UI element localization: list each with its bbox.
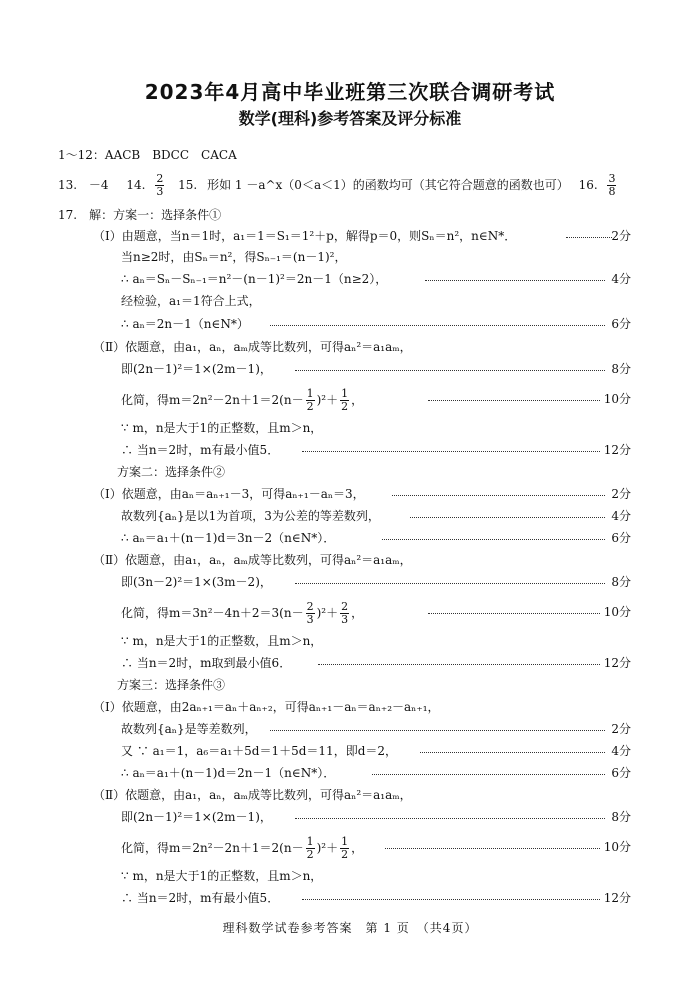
score: 12分: [603, 891, 631, 905]
fraction: $\frac{1}{2}$: [341, 387, 349, 413]
s1-line-7: 即(2n－1)²＝1×(2m－1)，: [121, 362, 272, 376]
page-title: 2023年4月高中毕业班第三次联合调研考试: [144, 80, 556, 104]
leader-dots: [372, 774, 605, 775]
s1-line-3: ∴ aₙ＝Sₙ－Sₙ₋₁＝n²－(n－1)²＝2n－1（n≥2），: [121, 272, 388, 286]
s1-line-8: 化简，得m＝2n²－2n＋1＝2(n－ $\frac{1}{2}$ )²＋ $\frac{1}{2}$ ，: [121, 387, 364, 413]
s1-line-1: （Ⅰ）由题意，当n＝1时，a₁＝1＝S₁＝1²＋p，解得p＝0，则Sₙ＝n²，n∈N*．: [93, 229, 517, 243]
q16-label: 16.: [578, 178, 598, 192]
s2-heading: 方案二：选择条件②: [117, 465, 226, 479]
page-subtitle: 数学(理科)参考答案及评分标准: [238, 109, 462, 128]
leader-dots: [428, 613, 600, 614]
page-footer: 理科数学试卷参考答案 第 1 页 （共4页）: [222, 921, 478, 935]
score: 8分: [611, 810, 631, 824]
score: 10分: [603, 392, 631, 406]
score: 2分: [611, 229, 631, 243]
score: 12分: [603, 443, 631, 457]
s3-line-1: （Ⅰ）依题意，由2aₙ₊₁＝aₙ＋aₙ₊₂，可得aₙ₊₁－aₙ＝aₙ₊₂－aₙ₊₁，: [93, 700, 440, 714]
s1-line-6: （Ⅱ）依题意，由a₁，aₙ，aₘ成等比数列，可得aₙ²＝a₁aₘ，: [93, 340, 412, 354]
s3-line-8: ∵ m，n是大于1的正整数，且m＞n，: [121, 869, 323, 883]
s2-line-8: ∴ 当n＝2时，m取到最小值6．: [121, 656, 292, 670]
score: 10分: [603, 840, 631, 854]
fraction: $\frac{2}{3}$: [341, 600, 349, 626]
score: 6分: [611, 317, 631, 331]
s1-line-5: ∴ aₙ＝2n－1（n∈N*）: [121, 317, 249, 331]
s2-line-1: （Ⅰ）依题意，由aₙ＝aₙ₊₁－3，可得aₙ₊₁－aₙ＝3，: [93, 487, 365, 501]
fraction: $\frac{1}{2}$: [341, 835, 349, 861]
leader-dots: [428, 400, 600, 401]
score: 6分: [611, 531, 631, 545]
leader-dots: [410, 517, 605, 518]
score: 2分: [611, 487, 631, 501]
fraction: $\frac{2}{3}$: [306, 600, 314, 626]
s2-line-3: ∴ aₙ＝a₁＋(n－1)d＝3n－2（n∈N*）．: [121, 531, 336, 545]
score: 6分: [611, 766, 631, 780]
score: 4分: [611, 509, 631, 523]
s3-line-5: （Ⅱ）依题意，由a₁，aₙ，aₘ成等比数列，可得aₙ²＝a₁aₘ，: [93, 788, 412, 802]
s1-line-10: ∴ 当n＝2时，m有最小值5．: [121, 443, 280, 457]
leader-dots: [302, 451, 600, 452]
leader-dots: [420, 752, 605, 753]
s2-line-6: 化简，得m＝3n²－4n＋2＝3(n－ $\frac{2}{3}$ )²＋ $\frac{2}{3}$ ，: [121, 600, 364, 626]
s1-line-4: 经检验，a₁＝1符合上式，: [121, 294, 261, 308]
leader-dots: [270, 730, 605, 731]
leader-dots: [270, 325, 605, 326]
fraction: $\frac{1}{2}$: [306, 835, 314, 861]
s3-heading: 方案三：选择条件③: [117, 678, 226, 692]
s1-line-9: ∵ m，n是大于1的正整数，且m＞n，: [121, 421, 323, 435]
score: 4分: [611, 272, 631, 286]
s3-line-7: 化简，得m＝2n²－2n＋1＝2(n－ $\frac{1}{2}$ )²＋ $\frac{1}{2}$ ，: [121, 835, 364, 861]
score: 12分: [603, 656, 631, 670]
q14-label: 14.: [126, 178, 146, 192]
s3-line-9: ∴ 当n＝2时，m有最小值5．: [121, 891, 280, 905]
leader-dots: [392, 495, 605, 496]
q17-intro: 17. 解：方案一：选择条件①: [58, 208, 222, 222]
s2-line-5: 即(3n－2)²＝1×(3m－2)，: [121, 575, 272, 589]
s3-line-6: 即(2n－1)²＝1×(2m－1)，: [121, 810, 272, 824]
s3-line-3: 又 ∵ a₁＝1，a₆＝a₁＋5d＝1＋5d＝11，即d＝2，: [121, 744, 398, 758]
q15-answer: 形如 1 －a^x（0＜a＜1）的函数均可（其它符合题意的函数也可）: [207, 178, 569, 192]
fill-answers: [58, 173, 618, 198]
s2-line-4: （Ⅱ）依题意，由a₁，aₙ，aₘ成等比数列，可得aₙ²＝a₁aₘ，: [93, 553, 412, 567]
q14-fraction: $\frac{2}{3}$: [156, 172, 164, 198]
score: 8分: [611, 575, 631, 589]
q13-answer: －4: [88, 178, 109, 192]
score: 10分: [603, 605, 631, 619]
s1-line-2: 当n≥2时，由Sₙ＝n²，得Sₙ₋₁＝(n－1)²，: [121, 250, 347, 264]
q15-label: 15.: [178, 178, 198, 192]
q13-label: 13.: [58, 178, 78, 192]
fraction: $\frac{1}{2}$: [306, 387, 314, 413]
leader-dots: [566, 237, 612, 238]
leader-dots: [382, 539, 605, 540]
leader-dots: [425, 280, 605, 281]
score: 4分: [611, 744, 631, 758]
leader-dots: [295, 818, 605, 819]
leader-dots: [385, 848, 600, 849]
s3-line-4: ∴ aₙ＝a₁＋(n－1)d＝2n－1（n∈N*）．: [121, 766, 336, 780]
q16-fraction: $\frac{3}{8}$: [608, 172, 616, 198]
leader-dots: [295, 370, 605, 371]
choice-answers: 1～12：AACB BDCC CACA: [58, 148, 237, 162]
leader-dots: [318, 664, 600, 665]
score: 8分: [611, 362, 631, 376]
s2-line-2: 故数列{aₙ}是以1为首项，3为公差的等差数列，: [121, 509, 380, 523]
s3-line-2: 故数列{aₙ}是等差数列，: [121, 722, 257, 736]
leader-dots: [295, 583, 605, 584]
score: 2分: [611, 722, 631, 736]
leader-dots: [302, 899, 600, 900]
s2-line-7: ∵ m，n是大于1的正整数，且m＞n，: [121, 634, 323, 648]
